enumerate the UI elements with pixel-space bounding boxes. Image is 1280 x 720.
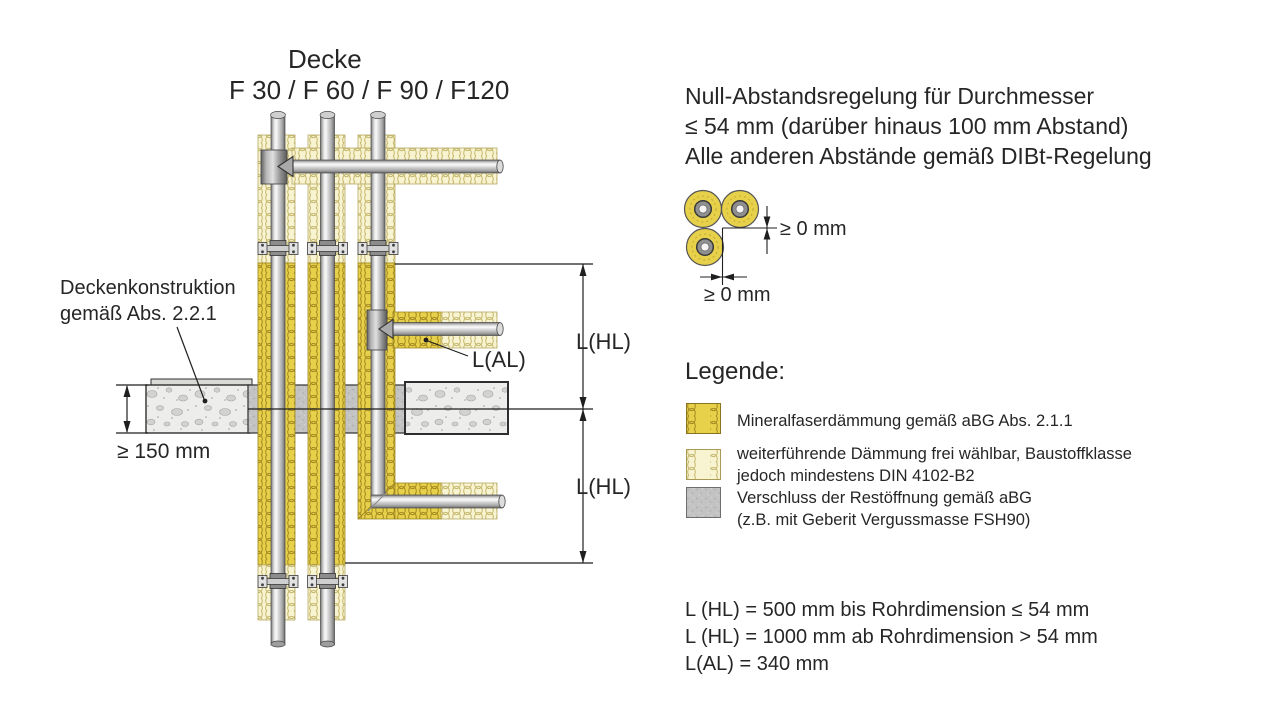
top-branch-pipe xyxy=(292,160,500,173)
legend-item-residual-opening-seal xyxy=(737,487,1032,531)
diagram-title-line1: Decke xyxy=(288,44,362,74)
zero-distance-note-line1: Null-Abstandsregelung für Durchmesser xyxy=(685,83,1095,109)
zero-distance-note-line2: ≤ 54 mm (darüber hinaus 100 mm Abstand) xyxy=(685,113,1129,139)
elbow-pipe-end xyxy=(499,495,505,508)
insulated-pipe-section xyxy=(685,191,722,228)
legend-item-additional-insulation xyxy=(737,443,1132,487)
pipe-3-cap xyxy=(371,111,386,118)
insulated-pipe-section xyxy=(687,229,724,266)
slab-left-concrete xyxy=(146,385,250,433)
legend-swatch-grout xyxy=(686,487,721,518)
legend-item-residual-opening-seal-line2: (z.B. mit Geberit Vergussmasse FSH90) xyxy=(737,511,1031,529)
legend-item-additional-insulation-line1: weiterführende Dämmung frei wählbar, Baustoffklasse xyxy=(737,445,1132,463)
slab-thickness-dimension-label: ≥ 150 mm xyxy=(117,440,211,463)
deck-construction-label-line2: gemäß Abs. 2.2.1 xyxy=(60,303,217,325)
dimension-formulas xyxy=(685,597,1098,678)
pipe-2 xyxy=(321,114,335,645)
formula-lhl-500: L (HL) = 500 mm bis Rohrdimension ≤ 54 mm xyxy=(685,599,1090,621)
legend-heading: Legende: xyxy=(685,358,786,385)
formula-lal-340: L(AL) = 340 mm xyxy=(685,653,829,675)
legend-item-residual-opening-seal-line1: Verschluss der Restöffnung gemäß aBG xyxy=(737,489,1033,507)
pipe-1 xyxy=(271,114,285,645)
l-al-dimension-label: L(AL) xyxy=(472,347,526,372)
legend-swatch-additional-insulation xyxy=(686,449,721,480)
legend-swatch-mineral-fiber xyxy=(686,403,721,434)
middle-branch-pipe-end xyxy=(497,323,503,336)
pipe-1-cap xyxy=(271,111,286,118)
deck-construction-label-line1: Deckenkonstruktion xyxy=(60,277,236,299)
elbow-pipe xyxy=(368,492,505,511)
clamp xyxy=(358,241,398,256)
clamp xyxy=(308,574,348,589)
pipe-2-cap xyxy=(320,111,335,118)
l-hl-upper-dimension-label: L(HL) xyxy=(576,329,632,354)
zero-distance-note xyxy=(685,81,1152,171)
pipe-1-bottom xyxy=(271,641,285,647)
clamp xyxy=(258,574,298,589)
clamp xyxy=(308,241,348,256)
slab-top-screed xyxy=(151,379,252,385)
pipe-2-bottom xyxy=(321,641,335,647)
legend-item-additional-insulation-line2: jedoch mindestens DIN 4102-B2 xyxy=(737,467,975,485)
insulated-pipe-section xyxy=(722,191,759,228)
horizontal-gap-label: ≥ 0 mm xyxy=(704,284,771,306)
legend-item-mineral-fiber: Mineralfaserdämmung gemäß aBG Abs. 2.1.1 xyxy=(737,412,1073,430)
clamp xyxy=(258,241,298,256)
dimension-slab-thickness xyxy=(116,385,148,433)
middle-branch-pipe xyxy=(391,323,500,336)
pipe-bundle-detail xyxy=(685,191,778,286)
top-branch-pipe-end xyxy=(497,160,503,173)
vertical-gap-label: ≥ 0 mm xyxy=(780,218,847,240)
slab-right-concrete xyxy=(405,382,508,434)
zero-distance-note-line3: Alle anderen Abstände gemäß DIBt-Regelung xyxy=(685,143,1152,169)
l-hl-lower-dimension-label: L(HL) xyxy=(576,474,632,499)
formula-lhl-1000: L (HL) = 1000 mm ab Rohrdimension > 54 mm xyxy=(685,626,1098,648)
diagram-title-line2: F 30 / F 60 / F 90 / F120 xyxy=(229,75,510,105)
